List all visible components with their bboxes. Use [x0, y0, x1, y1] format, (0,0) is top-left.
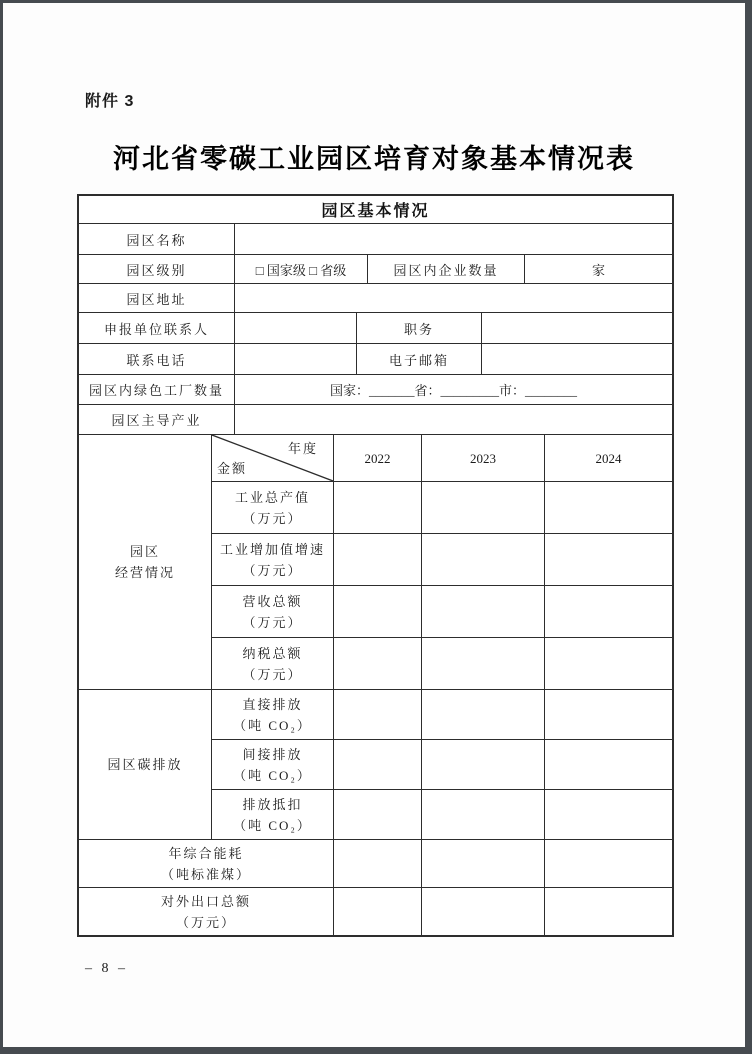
data-cell [422, 586, 545, 638]
indicator-cell-added-value-growth [212, 534, 334, 586]
indicator-unit: （吨 CO₂） [233, 817, 312, 833]
year-header-2024: 2024 [545, 435, 672, 482]
corner-label-amount: 金额 [217, 461, 248, 476]
data-cell [545, 482, 672, 534]
indicator-name: 对外出口总额 [160, 893, 251, 909]
field-value-leading-industry [235, 405, 672, 434]
table-row [79, 344, 672, 375]
field-value-contact-person [235, 313, 357, 343]
data-cell [545, 534, 672, 586]
indicator-unit: （吨 CO₂） [233, 717, 312, 733]
page-title: 河北省零碳工业园区培育对象基本情况表 [113, 144, 635, 174]
field-label-position: 职务 [357, 313, 482, 343]
field-value-position [482, 313, 672, 343]
data-cell [545, 586, 672, 638]
indicator-cell-emission-offset [212, 790, 334, 840]
data-cell [422, 740, 545, 790]
indicator-unit: （万元） [242, 510, 303, 526]
attachment-label: 附件 3 [85, 93, 135, 110]
indicator-unit: （万元） [242, 562, 303, 578]
field-value-phone [235, 344, 357, 374]
data-cell [334, 482, 422, 534]
group-cell-operations [79, 435, 212, 690]
data-cell [545, 690, 672, 740]
field-label-enterprise-count: 园区内企业数量 [368, 255, 525, 283]
field-label-contact-person: 申报单位联系人 [79, 313, 235, 343]
field-value-email [482, 344, 672, 374]
table-row [79, 405, 672, 435]
field-label-leading-industry: 园区主导产业 [79, 405, 235, 434]
data-cell [334, 740, 422, 790]
data-cell [422, 534, 545, 586]
data-cell [422, 790, 545, 840]
metrics-grid [79, 435, 672, 935]
year-header-2023: 2023 [422, 435, 545, 482]
data-cell [545, 740, 672, 790]
indicator-name: 间接排放 [242, 746, 303, 762]
indicator-cell-revenue [212, 586, 334, 638]
enterprise-count-unit: 家 [591, 262, 605, 278]
field-label-green-factory-count: 园区内绿色工厂数量 [79, 375, 235, 404]
data-cell [334, 586, 422, 638]
indicator-unit: （万元） [175, 914, 236, 930]
table-row [79, 255, 672, 284]
data-cell [422, 638, 545, 690]
park-level-checkboxes: □ 国家级 □ 省级 [235, 255, 368, 283]
indicator-cell-gross-output [212, 482, 334, 534]
page-number: – 8 – [85, 961, 128, 976]
indicator-unit: （吨 CO₂） [233, 767, 312, 783]
data-cell [545, 888, 672, 935]
field-label-park-address: 园区地址 [79, 284, 235, 312]
indicator-cell-indirect-emissions [212, 740, 334, 790]
indicator-name: 纳税总额 [242, 645, 303, 661]
indicator-unit: （吨标准煤） [160, 866, 251, 882]
basic-info-table [77, 194, 674, 937]
data-cell [334, 534, 422, 586]
data-cell [422, 840, 545, 888]
indicator-name: 工业增加值增速 [219, 541, 325, 557]
corner-cell [212, 435, 334, 482]
data-cell [422, 690, 545, 740]
footer-label-export-total [79, 888, 334, 935]
indicator-cell-tax [212, 638, 334, 690]
indicator-name: 排放抵扣 [242, 796, 303, 812]
data-cell [422, 482, 545, 534]
data-cell [334, 888, 422, 935]
field-label-park-level: 园区级别 [79, 255, 235, 283]
table-section-title: 园区基本情况 [79, 196, 672, 224]
group-name-line: 经营情况 [114, 565, 175, 580]
field-label-phone: 联系电话 [79, 344, 235, 374]
indicator-name: 直接排放 [242, 696, 303, 712]
field-label-park-name: 园区名称 [79, 224, 235, 254]
data-cell [545, 790, 672, 840]
indicator-cell-direct-emissions [212, 690, 334, 740]
green-factory-count-blanks: 国家：_______省：_________市：________ [329, 383, 577, 398]
indicator-name: 年综合能耗 [168, 845, 244, 861]
indicator-unit: （万元） [242, 614, 303, 630]
field-value-park-name [235, 224, 672, 254]
indicator-name: 营收总额 [242, 593, 303, 609]
data-cell [334, 790, 422, 840]
table-row [79, 224, 672, 255]
data-cell [334, 638, 422, 690]
group-name-line: 园区碳排放 [107, 757, 183, 772]
data-cell [334, 840, 422, 888]
corner-label-year: 年度 [287, 441, 318, 456]
data-cell [334, 690, 422, 740]
table-row [79, 313, 672, 344]
table-row [79, 375, 672, 405]
field-label-email: 电子邮箱 [357, 344, 482, 374]
footer-label-energy-consumption [79, 840, 334, 888]
document-page [3, 3, 745, 1047]
table-row [79, 284, 672, 313]
indicator-unit: （万元） [242, 666, 303, 682]
data-cell [545, 638, 672, 690]
data-cell [422, 888, 545, 935]
year-header-2022: 2022 [334, 435, 422, 482]
data-cell [545, 840, 672, 888]
group-name-line: 园区 [129, 544, 160, 559]
indicator-name: 工业总产值 [234, 489, 310, 505]
group-cell-carbon-emissions [79, 690, 212, 840]
field-value-park-address [235, 284, 672, 312]
